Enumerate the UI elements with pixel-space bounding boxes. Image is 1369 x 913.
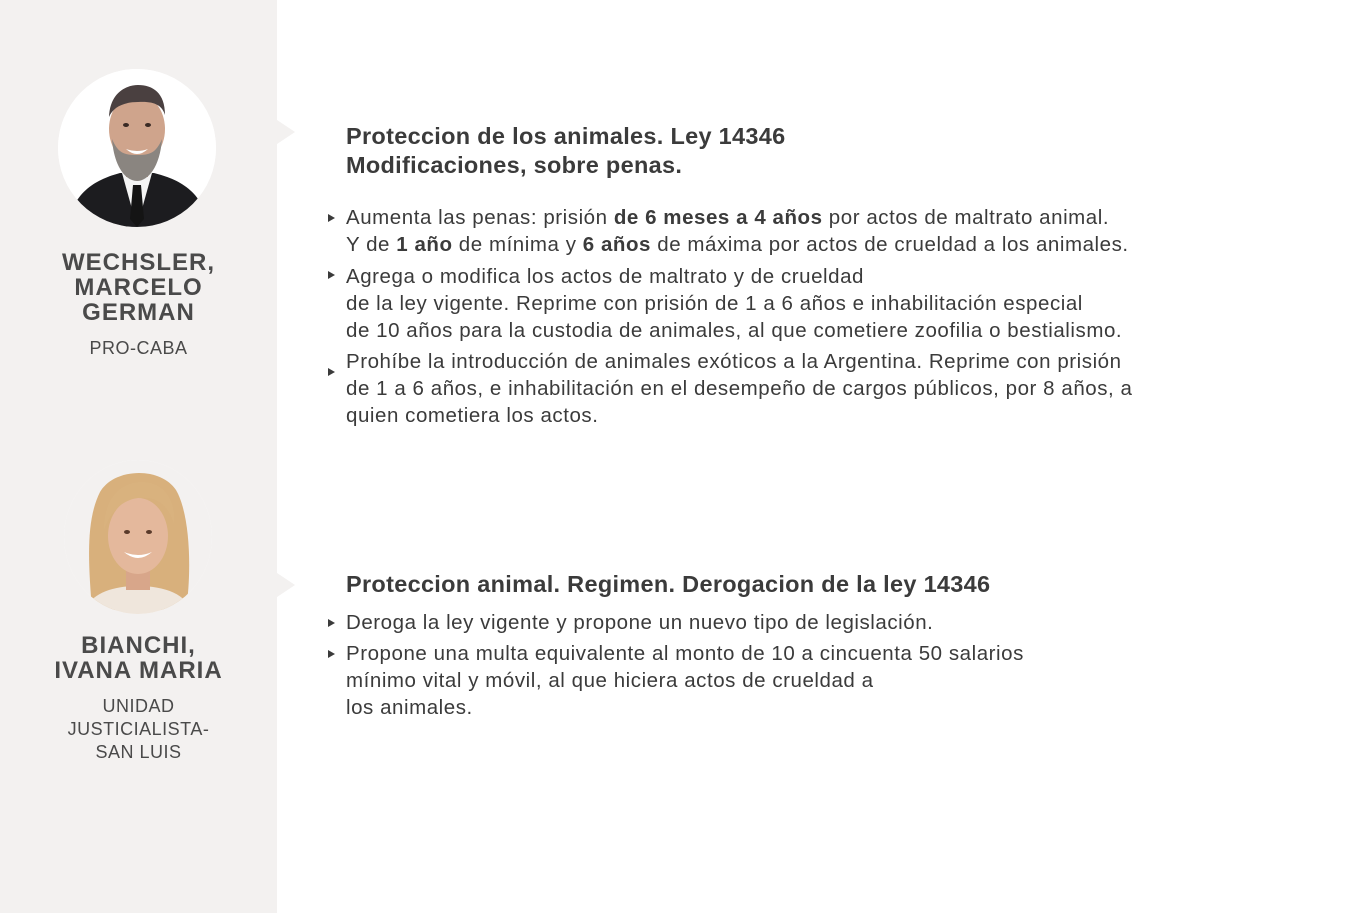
name-line: IVANA MARIA xyxy=(54,657,223,684)
party-line: SAN LUIS xyxy=(95,742,182,762)
name-line: BIANCHI, xyxy=(81,632,196,659)
bullet-text xyxy=(346,640,1024,721)
name-line: WECHSLER, xyxy=(62,249,215,276)
bullet-arrow-icon xyxy=(328,368,335,376)
bullet-text xyxy=(346,204,1129,258)
bullet-arrow-icon xyxy=(328,271,335,279)
bullet-arrow-icon xyxy=(328,214,335,222)
name-line: MARCELO xyxy=(74,274,203,301)
bullet-segment: por actos de maltrato animal. xyxy=(822,206,1110,229)
bullet-line: los animales. xyxy=(346,696,473,719)
bullet-segment: de mínima y xyxy=(452,233,583,256)
section-pointer-2 xyxy=(277,573,295,597)
bullet-line: Deroga la ley vigente y propone un nuevo tipo de legislación. xyxy=(346,611,934,634)
bullet-bold-segment: 6 años xyxy=(582,233,651,256)
party-line: JUSTICIALISTA- xyxy=(67,719,210,739)
bullet-line: Prohíbe la introducción de animales exóticos a la Argentina. Reprime con prisión xyxy=(346,350,1122,373)
bullet-segment: Y de xyxy=(346,233,397,256)
name-line: GERMAN xyxy=(82,299,195,326)
bullet-line: quien cometiera los actos. xyxy=(346,404,599,427)
title-line: Modificaciones, sobre penas. xyxy=(346,152,683,178)
bullet-segment: de máxima por actos de crueldad a los animales. xyxy=(651,233,1129,256)
bullet-arrow-icon xyxy=(328,650,335,658)
bullet-line: de la ley vigente. Reprime con prisión de 1 a 6 años e inhabilitación especial xyxy=(346,292,1083,315)
section-pointer-1 xyxy=(277,120,295,144)
bill-title xyxy=(346,122,786,180)
portrait-woman-icon xyxy=(64,460,212,614)
legislator-party xyxy=(0,695,277,764)
bullet-bold-segment: de 6 meses a 4 años xyxy=(613,206,823,229)
bullet-line: mínimo vital y móvil, al que hiciera actos de crueldad a xyxy=(346,669,874,692)
avatar-wechsler xyxy=(58,69,216,227)
bill-title xyxy=(346,570,990,599)
party-line: PRO-CABA xyxy=(89,338,188,358)
bullet-line: de 10 años para la custodia de animales, al que cometiere zoofilia o bestialismo. xyxy=(346,319,1123,342)
portrait-man-icon xyxy=(58,69,216,227)
title-line: Proteccion de los animales. Ley 14346 xyxy=(346,123,786,149)
bullet-segment: Aumenta las penas: prisión xyxy=(346,206,614,229)
legislator-name xyxy=(0,250,277,325)
bullet-line: de 1 a 6 años, e inhabilitación en el desempeño de cargos públicos, por 8 años, a xyxy=(346,377,1133,400)
avatar-bianchi xyxy=(64,460,212,614)
legislator-party xyxy=(0,337,277,360)
bullet-text xyxy=(346,348,1132,429)
bullet-line: Agrega o modifica los actos de maltrato y de crueldad xyxy=(346,265,864,288)
bullet-bold-segment: 1 año xyxy=(396,233,453,256)
bullet-text xyxy=(346,609,933,636)
bullet-text xyxy=(346,263,1122,344)
bullet-arrow-icon xyxy=(328,619,335,627)
title-line: Proteccion animal. Regimen. Derogacion de la ley 14346 xyxy=(346,571,991,597)
legislator-name xyxy=(0,633,277,683)
party-line: UNIDAD xyxy=(102,696,175,716)
bullet-line: Propone una multa equivalente al monto de 10 a cincuenta 50 salarios xyxy=(346,642,1024,665)
